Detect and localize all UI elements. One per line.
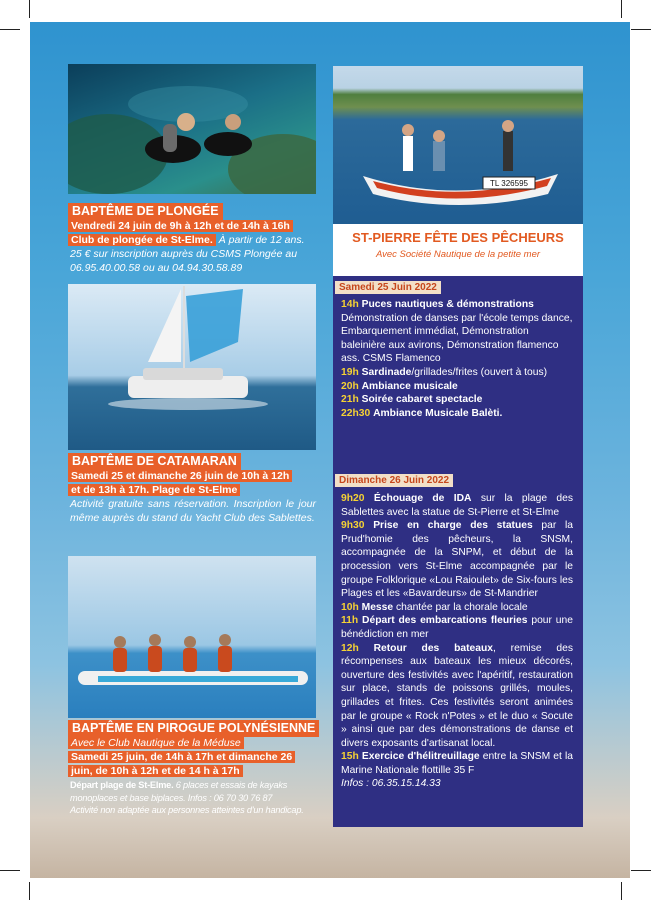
pirogue-photo (68, 556, 316, 718)
pirogue-line1: Samedi 25 juin, de 14h à 17h et dimanche 26 (68, 751, 295, 763)
plongee-title: BAPTÊME DE PLONGÉE (68, 203, 223, 220)
event-item: 22h30 Ambiance Musicale Balèti. (341, 407, 503, 419)
fete-header (333, 224, 583, 276)
plongee-line1: Vendredi 24 juin de 9h à 12h et de 14h à 16h (68, 220, 293, 232)
crop-mark (0, 870, 20, 871)
fete-subtitle: Avec Société Nautique de la petite mer (375, 249, 541, 260)
fishermen-boat-photo (333, 66, 583, 224)
flyer-page (30, 22, 630, 878)
event-item: 11h Départ des embarcations fleuries pour une bénédiction en mer (341, 615, 573, 640)
event-item: 15h Exercice d'hélitreuillage entre la SNSM et la Marine Nationale flottille 35 F (341, 751, 573, 776)
catamaran-line1 (68, 470, 292, 482)
crop-mark (29, 0, 30, 18)
saturday-date: Samedi 25 Juin 2022 (335, 281, 441, 294)
catamaran-line1-days: Samedi 25 et dimanche 26 juin de (71, 470, 242, 482)
event-item: 14h Puces nautiques & démonstrations (341, 299, 534, 310)
catamaran-info (68, 469, 318, 525)
saturday-events (341, 298, 573, 420)
event-item: 10h Messe chantée par la chorale locale (341, 601, 528, 613)
crop-mark (631, 870, 651, 871)
diving-photo (68, 64, 316, 194)
plongee-age: À partir de 12 ans. (215, 234, 305, 246)
plongee-info (68, 219, 318, 275)
fete-panel (333, 224, 583, 827)
event-item: Démonstration de danses par l'école temps dance, Embarquement immédiat, Démonstration baleinière aux avirons, Démonstration flamenco ass. CSMS Flamenco (341, 312, 573, 365)
catamaran-photo (68, 284, 316, 450)
boat-registration: TL 326595 (490, 179, 528, 188)
pirogue-title: BAPTÊME EN PIROGUE POLYNÉSIENNE (68, 720, 319, 737)
event-item: 21h Soirée cabaret spectacle (341, 394, 483, 406)
event-item: 12h Retour des bateaux, remise des récompenses aux bateaux les mieux décorés, ouverture des festivités avec l'apéritif, restauration sur place, stands de poissons grillés, moules, grillades et frites. Ces festivités seront animées par le groupe « Rock n'Potes » et le duo « Socute » ainsi que par des démonstrations de danse et divers exposants d'artisanat local. (341, 642, 573, 749)
pirogue-detail (68, 778, 320, 817)
crop-mark (29, 882, 30, 900)
sunday-events (341, 492, 573, 791)
pirogue-club: Avec le Club Nautique de la Méduse (68, 737, 244, 749)
catamaran-detail: Activité gratuite sans réservation. Inscription le jour même auprès du stand du Yacht Club des Sablettes. (70, 498, 316, 524)
crop-mark (0, 29, 20, 30)
pirogue-detail-text: 6 places et essais de kayaks monoplaces et base biplaces. Infos : 06 70 30 76 87 (70, 780, 288, 803)
catamaran-line1-time: 10h à 12h (241, 470, 290, 482)
plongee-detail: 25 € sur inscription auprès du CSMS Plongée au 06.95.40.00.58 ou au 04.94.30.58.89 (70, 248, 298, 274)
catamaran-line2: et de 13h à 17h. Plage de St-Elme (68, 484, 240, 496)
event-item: 20h Ambiance musicale (341, 380, 458, 392)
pirogue-note: Activité non adaptée aux personnes atteintes d'un handicap. (70, 805, 304, 815)
crop-mark (631, 29, 651, 30)
catamaran-title: BAPTÊME DE CATAMARAN (68, 453, 241, 470)
event-item: 9h20 Échouage de IDA sur la plage des Sablettes avec la statue de St-Pierre et St-Elme (341, 493, 573, 518)
fete-infos: Infos : 06.35.15.14.33 (341, 778, 441, 790)
pirogue-detail-place: Départ plage de St-Elme. (70, 780, 174, 790)
pirogue-info (68, 736, 320, 817)
event-item: 19h Sardinade/grillades/frites (ouvert à tous) (341, 366, 548, 378)
fete-title: ST-PIERRE FÊTE DES PÊCHEURS (352, 230, 564, 245)
crop-mark (621, 882, 622, 900)
crop-mark (621, 0, 622, 18)
pirogue-line2: juin, de 10h à 12h et de 14 h à 17h (68, 765, 243, 777)
plongee-line2: Club de plongée de St-Elme. (68, 234, 216, 246)
sunday-date: Dimanche 26 Juin 2022 (335, 474, 453, 487)
event-item: 9h30 Prise en charge des statues par la Prud'homie des pêcheurs, la SNSM, accompagnée de la SNPM, et début de la procession vers St-Elme accompagnée par le groupe Folklorique «Lou Raioulet» de Six-fours les Plages et les «Bavardeurs» de St-Mandrier (341, 520, 573, 600)
